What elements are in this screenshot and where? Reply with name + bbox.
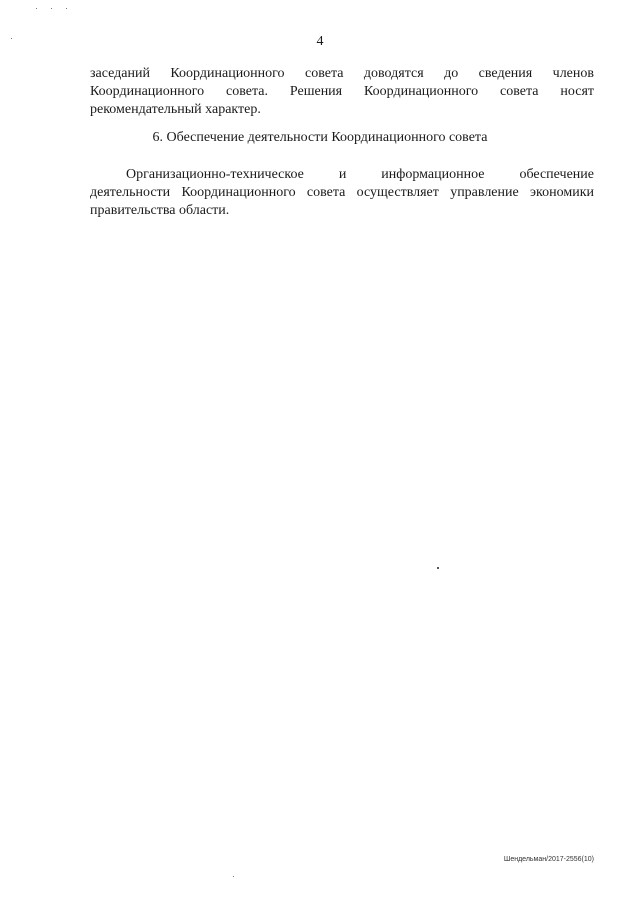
- scan-speck: [233, 876, 234, 877]
- paragraph-line: заседаний Координационного совета доводятся до сведения членов: [90, 66, 594, 81]
- paragraph-line: деятельности Координационного совета осуществляет управление экономики: [90, 185, 594, 200]
- scan-dot: [437, 567, 439, 569]
- paragraph-line: Организационно-техническое и информационное обеспечение: [126, 167, 594, 182]
- scan-speck: [66, 8, 67, 9]
- paragraph-line: рекомендательный характер.: [90, 102, 261, 117]
- paragraph-line: правительства области.: [90, 203, 230, 218]
- document-reference: Шендельман/2017-2556(10): [503, 856, 594, 863]
- section-heading: 6. Обеспечение деятельности Координационного совета: [152, 130, 488, 145]
- scan-speck: [36, 8, 37, 9]
- scan-speck: [51, 8, 52, 9]
- paragraph-line: Координационного совета. Решения Координационного совета носят: [90, 84, 594, 99]
- page-number: 4: [316, 34, 324, 49]
